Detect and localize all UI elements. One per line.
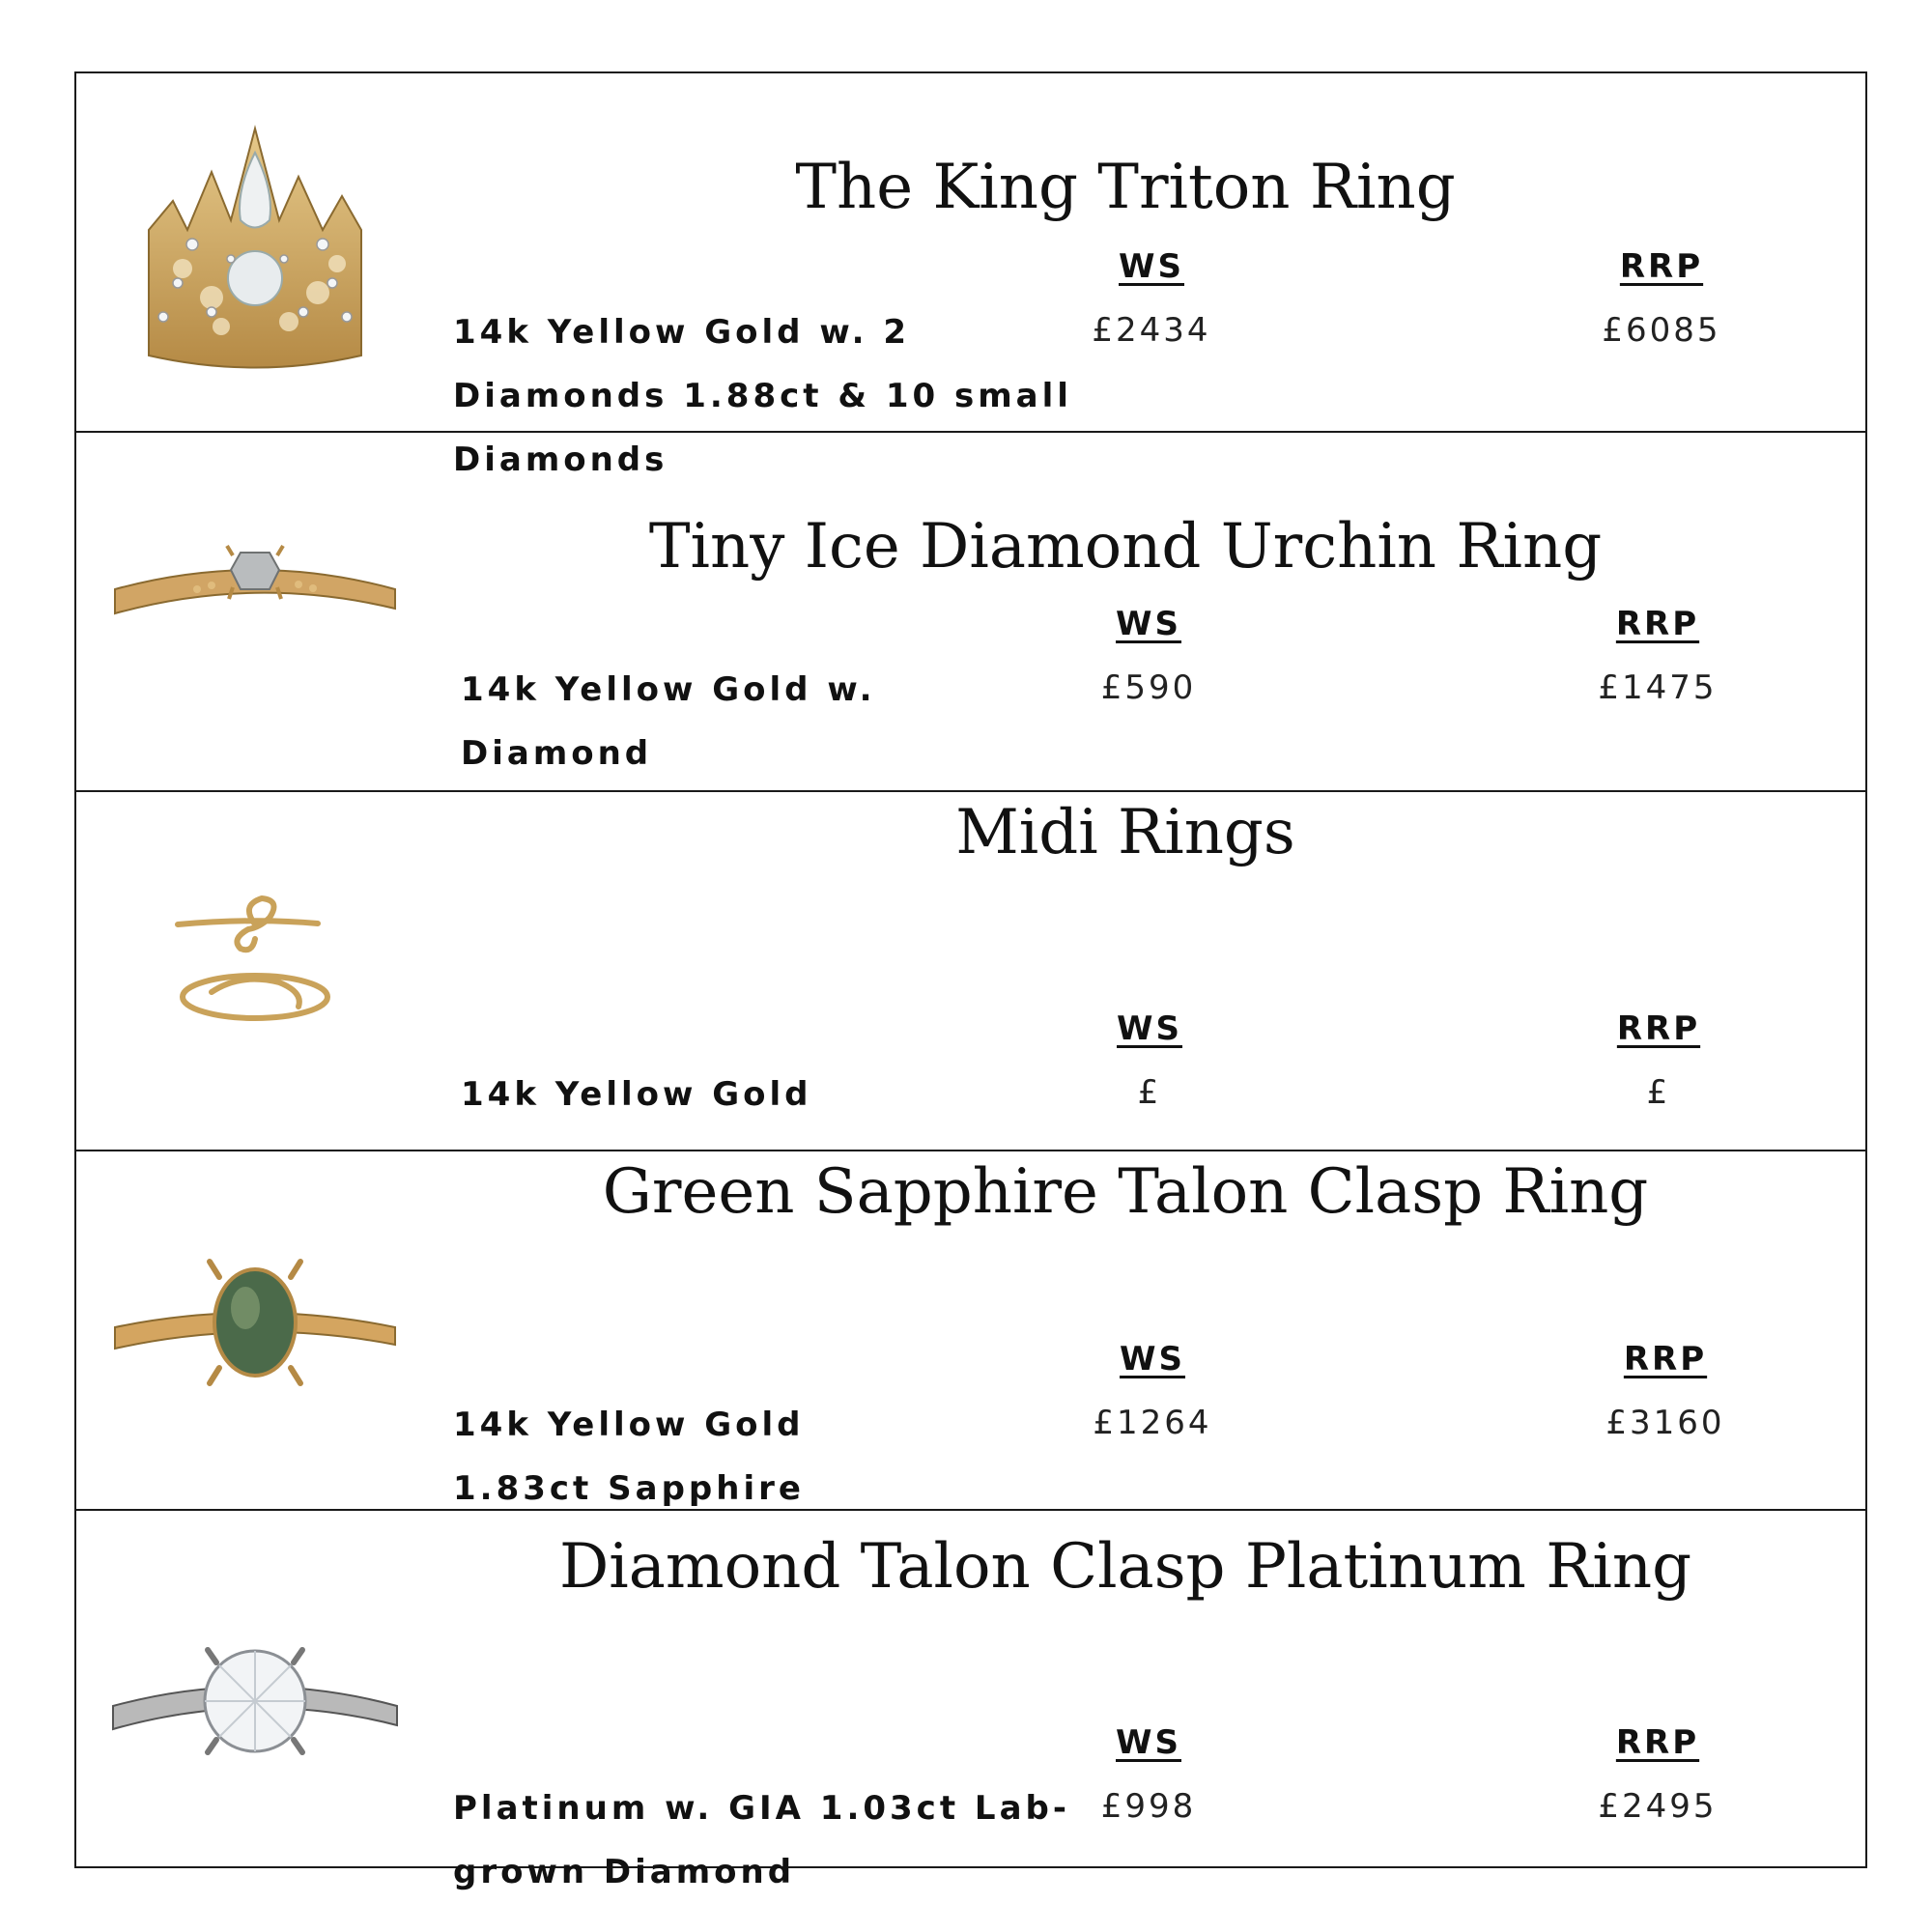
rrp-column-header: RRP	[1619, 247, 1704, 286]
rrp-column-header: RRP	[1615, 1723, 1700, 1762]
ws-column-header: WS	[1116, 605, 1181, 643]
ws-price: £590	[1100, 668, 1197, 707]
crown-ring-icon	[96, 85, 414, 413]
ws-column-header: WS	[1120, 1340, 1185, 1378]
product-description: Platinum w. GIA 1.03ct Lab-grown Diamond	[453, 1789, 1070, 1891]
rrp-column-header: RRP	[1615, 605, 1700, 643]
product-description: 14k Yellow Gold w. 2 Diamonds 1.88ct & 10 small Diamonds	[453, 313, 1072, 479]
product-row-tiny-ice-urchin	[76, 431, 1865, 790]
product-title: Green Sapphire Talon Clasp Ring	[602, 1156, 1649, 1228]
ws-column-header: WS	[1119, 247, 1184, 286]
midi-rings-icon	[96, 804, 414, 1132]
sapphire-ring-icon	[96, 1163, 414, 1492]
product-row-green-sapphire-talon	[76, 1150, 1865, 1509]
product-row-king-triton	[76, 73, 1865, 479]
rrp-price: £2495	[1598, 1787, 1718, 1826]
diamond-band-ring-icon	[96, 444, 414, 773]
price-list	[74, 71, 1867, 1891]
rrp-price: £	[1646, 1073, 1671, 1112]
product-description: 14k Yellow Gold w. Diamond	[461, 670, 876, 773]
platinum-diamond-ring-icon	[96, 1522, 414, 1851]
product-row-midi-rings	[76, 790, 1865, 1150]
ws-column-header: WS	[1116, 1723, 1181, 1762]
product-title: Tiny Ice Diamond Urchin Ring	[648, 511, 1603, 582]
ws-price: £	[1137, 1073, 1162, 1112]
ws-price: £1264	[1093, 1404, 1212, 1442]
rrp-price: £1475	[1598, 668, 1718, 707]
ws-price: £2434	[1092, 311, 1211, 350]
rrp-column-header: RRP	[1616, 1009, 1701, 1048]
product-row-diamond-talon-platinum	[76, 1509, 1865, 1891]
product-title: The King Triton Ring	[795, 152, 1456, 223]
rrp-price: £3160	[1605, 1404, 1725, 1442]
rrp-column-header: RRP	[1623, 1340, 1708, 1378]
ws-price: £998	[1100, 1787, 1197, 1826]
product-description: 14k Yellow Gold 1.83ct Sapphire	[453, 1406, 805, 1508]
product-title: Diamond Talon Clasp Platinum Ring	[558, 1531, 1692, 1603]
ws-column-header: WS	[1117, 1009, 1182, 1048]
product-description: 14k Yellow Gold	[461, 1075, 812, 1114]
product-title: Midi Rings	[955, 797, 1295, 868]
rrp-price: £6085	[1602, 311, 1721, 350]
